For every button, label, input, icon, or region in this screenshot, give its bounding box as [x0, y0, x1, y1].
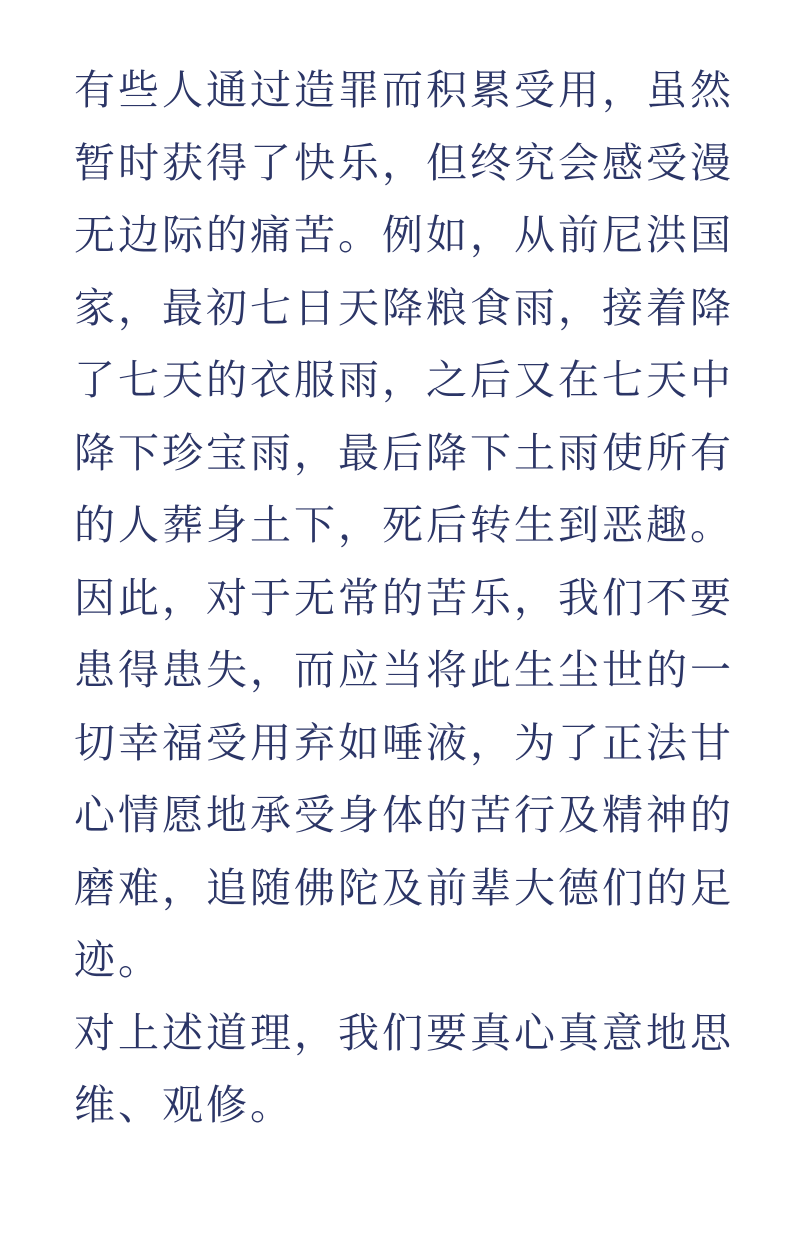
paragraph-conclusion: 对上述道理，我们要真心真意地思维、观修。: [74, 1008, 734, 1129]
article-body: [74, 54, 734, 1142]
paragraph-main: 有些人通过造罪而积累受用，虽然暂时获得了快乐，但终究会感受漫无边际的痛苦。例如，从前尼洪国家，最初七日天降粮食雨，接着降了七天的衣服雨，之后又在七天中降下珍宝雨，最后降下土雨使所有的人葬身土下，死后转生到恶趣。因此，对于无常的苦乐，我们不要患得患失，而应当将此生尘世的一切幸福受用弃如唾液，为了正法甘心情愿地承受身体的苦行及精神的磨难，追随佛陀及前辈大德们的足迹。: [74, 66, 734, 984]
